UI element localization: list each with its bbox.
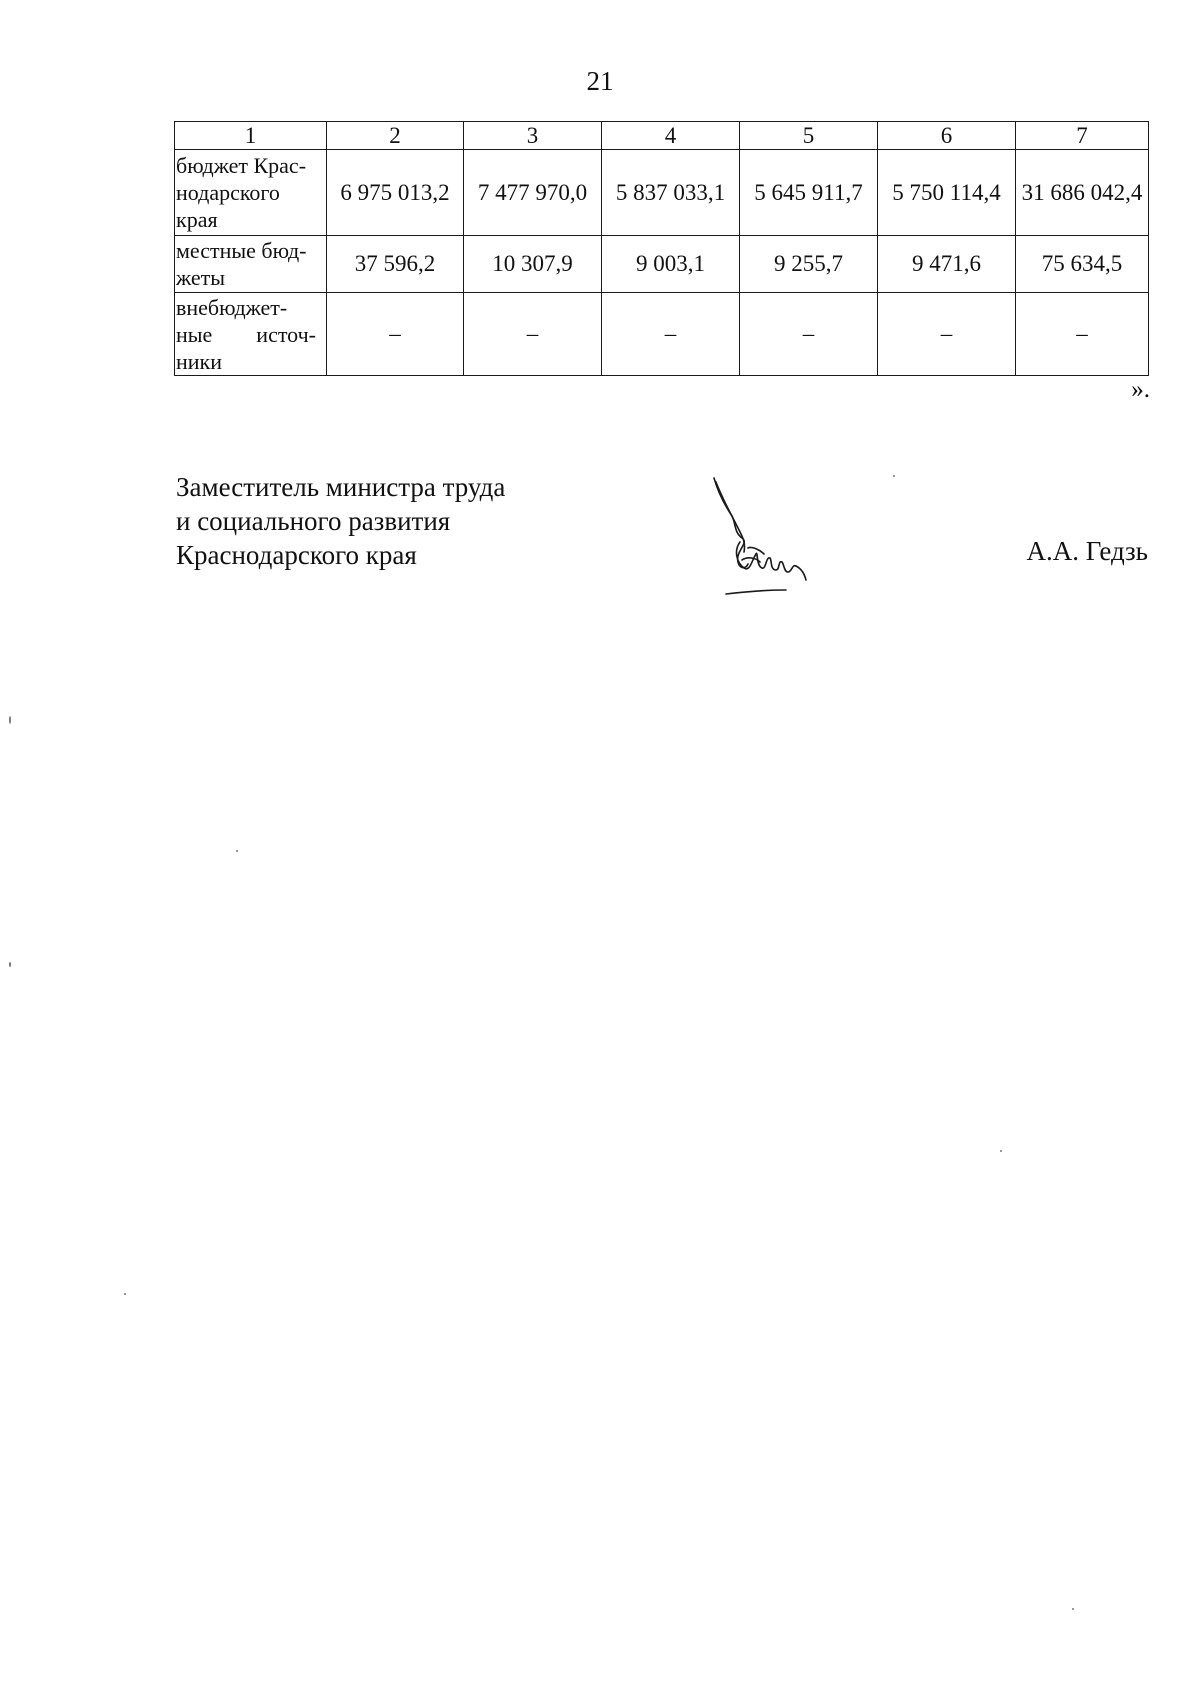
row-label-line: внебюджет- — [176, 294, 288, 320]
row-label-line: жеты — [176, 265, 226, 290]
table-cell: – — [602, 293, 740, 376]
row-label-line: ники — [176, 348, 223, 374]
scan-speck — [9, 962, 11, 967]
table-cell: 10 307,9 — [464, 236, 602, 293]
table-cell: 9 471,6 — [878, 236, 1016, 293]
column-header: 2 — [327, 122, 464, 150]
table-row — [175, 150, 1149, 236]
table-cell: 37 596,2 — [327, 236, 464, 293]
page-number: 21 — [586, 66, 614, 96]
column-header: 5 — [740, 122, 878, 150]
column-header: 6 — [878, 122, 1016, 150]
column-header: 7 — [1016, 122, 1149, 150]
scan-speck — [9, 716, 11, 724]
row-label-line: нодарского — [176, 180, 280, 205]
scan-speck — [124, 1293, 126, 1295]
table-cell: 5 645 911,7 — [740, 150, 878, 236]
scan-speck — [236, 850, 238, 852]
table-cell: 9 003,1 — [602, 236, 740, 293]
table-cell: 5 750 114,4 — [878, 150, 1016, 236]
row-label-line: бюджет Крас- — [176, 153, 307, 178]
row-label-line: ные источ- — [176, 321, 316, 347]
signatory-title — [176, 470, 505, 572]
signatory-title-line: Заместитель министра труда — [176, 472, 506, 502]
signatory-title-line: и социального развития — [176, 506, 451, 536]
row-label-line: края — [176, 207, 218, 232]
handwritten-signature — [712, 476, 822, 606]
table-cell: 31 686 042,4 — [1016, 150, 1149, 236]
column-header: 3 — [464, 122, 602, 150]
row-label — [175, 150, 327, 236]
row-label-line: местные бюд- — [176, 238, 307, 263]
table-cell: – — [464, 293, 602, 376]
column-header: 1 — [175, 122, 327, 150]
scan-speck — [1000, 1150, 1002, 1152]
table-cell: 75 634,5 — [1016, 236, 1149, 293]
scan-speck — [893, 475, 895, 477]
budget-table — [174, 121, 1149, 376]
scan-speck — [1072, 1608, 1074, 1610]
row-label — [175, 293, 327, 376]
table-cell: 5 837 033,1 — [602, 150, 740, 236]
table-cell: 9 255,7 — [740, 236, 878, 293]
table-cell: – — [327, 293, 464, 376]
closing-quote: ». — [1131, 376, 1150, 403]
table-cell: 7 477 970,0 — [464, 150, 602, 236]
signatory-title-line: Краснодарского края — [176, 540, 417, 570]
table-row — [175, 236, 1149, 293]
table-cell: – — [740, 293, 878, 376]
table-header-row — [175, 122, 1149, 150]
table-cell: – — [878, 293, 1016, 376]
column-header: 4 — [602, 122, 740, 150]
table-row — [175, 293, 1149, 376]
table-cell: 6 975 013,2 — [327, 150, 464, 236]
table-cell: – — [1016, 293, 1149, 376]
signer-name: А.А. Гедзь — [1026, 536, 1148, 566]
row-label — [175, 236, 327, 293]
